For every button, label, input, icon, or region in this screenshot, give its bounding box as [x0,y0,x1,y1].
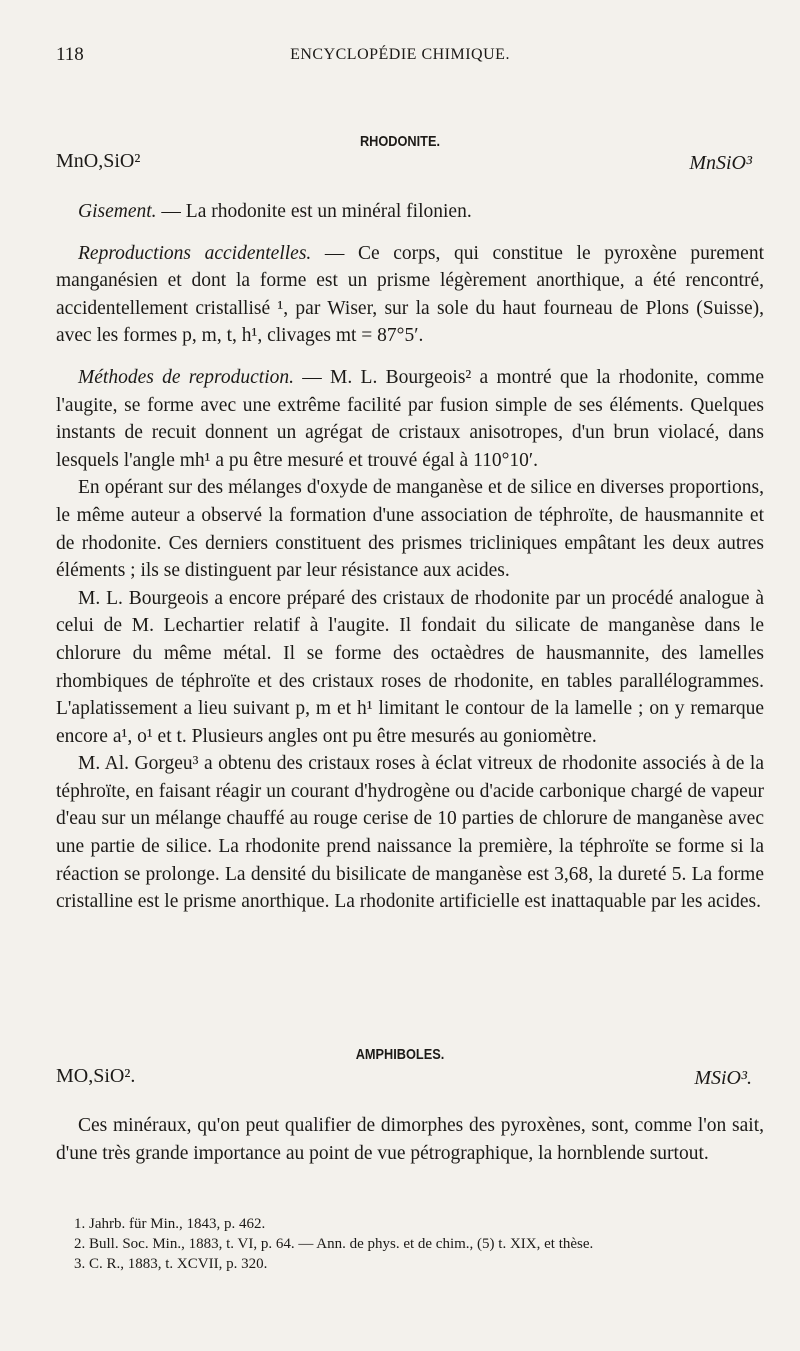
text-reproductions: — Ce corps, qui constitue le pyroxène purement manganésien et dont la forme est un prisme légèrement anorthique, a été rencontré, accidentellement cristallisé ¹, par Wiser, sur la sole du haut fourneau de Plons (Suisse), avec les formes p, m, t, h¹, clivages mt = 87°5′. [56,242,765,347]
paragraph-methodes [56,364,764,474]
footnote-3: 3. C. R., 1883, t. XCVII, p. 320. [74,1256,268,1272]
section-title-amphiboles: AMPHIBOLES. [355,1046,445,1063]
page-number: 118 [56,44,84,65]
lead-reproductions: Reproductions accidentelles. [78,242,312,264]
section-title-rhodonite: RHODONITE. [359,133,441,150]
formula-amphiboles-oxide: MO,SiO². [56,1065,136,1087]
footnote-1: 1. Jahrb. für Min., 1843, p. 462. [74,1216,266,1232]
formula-amphiboles-silicate: MSiO³. [694,1067,752,1089]
lead-gisement: Gisement. [78,201,157,222]
paragraph-melanges: En opérant sur des mélanges d'oxyde de manganèse et de silice en diverses proportions, le même auteur a observé la formation d'une association de téphroïte, de hausmannite et de rhodonite. Ces derniers constituent des prismes tricliniques empâtant les deux autres éléments ; ils se distinguent par leur résistance aux acides. [56,477,764,582]
paragraph-gorgeu: M. Al. Gorgeu³ a obtenu des cristaux roses à éclat vitreux de rhodonite associés à de la téphroïte, en faisant réagir un courant d'hydrogène ou d'acide carbonique chargé de vapeur d'eau sur un mélange chauffé au rouge cerise de 10 parties de chlorure de manganèse avec une partie de silice. La rhodonite prend naissance la première, la téphroïte se forme si la réaction se prolonge. La densité du bisilicate de manganèse est 3,68, la dureté 5. La forme cristalline est le prisme anorthique. La rhodonite artificielle est inattaquable par les acides. [56,753,764,913]
lead-methodes: Méthodes de reproduction. [78,366,295,388]
formula-rhodonite-oxide: MnO,SiO² [56,150,141,172]
footnote-2: 2. Bull. Soc. Min., 1883, t. VI, p. 64. — Ann. de phys. et de chim., (5) t. XIX, et thèse. [74,1236,594,1252]
text-gisement: — La rhodonite est un minéral filonien. [156,201,472,222]
rhodonite-body [56,198,764,916]
running-head [56,44,744,70]
formula-rhodonite-silicate: MnSiO³ [689,152,752,174]
paragraph-gisement [56,198,764,226]
paragraph-bourgeois: M. L. Bourgeois a encore préparé des cristaux de rhodonite par un procédé analogue à celui de M. Lechartier relatif à l'augite. Il fondait du silicate de manganèse dans le chlorure du même métal. Il se forme des octaèdres de hausmannite, des lamelles rhombiques de téphroïte et des cristaux roses de rhodonite, en tables parallélogrammes. L'aplatissement a lieu suivant p, m et h¹ limitant le contour de la lamelle ; on y remarque encore a¹, o¹ et t. Plusieurs angles ont pu être mesurés au goniomètre. [56,587,764,747]
paragraph-amphiboles: Ces minéraux, qu'on peut qualifier de dimorphes des pyroxènes, sont, comme l'on sait, d'une très grande importance au point de vue pétrographique, la hornblende surtout. [56,1115,764,1164]
paragraph-reproductions [56,240,764,350]
amphiboles-body [56,1112,764,1167]
text-methodes: — M. L. Bourgeois² a montré que la rhodonite, comme l'augite, se forme avec une extrême facilité par fusion simple de ses éléments. Quelques instants de recuit donnent un agrégat de cristaux anisotropes, d'un brun violacé, dans lesquels l'angle mh¹ a pu être mesuré et trouvé égal à 110°10′. [56,366,765,471]
running-title: ENCYCLOPÉDIE CHIMIQUE. [290,46,510,63]
footnotes [56,1214,764,1274]
